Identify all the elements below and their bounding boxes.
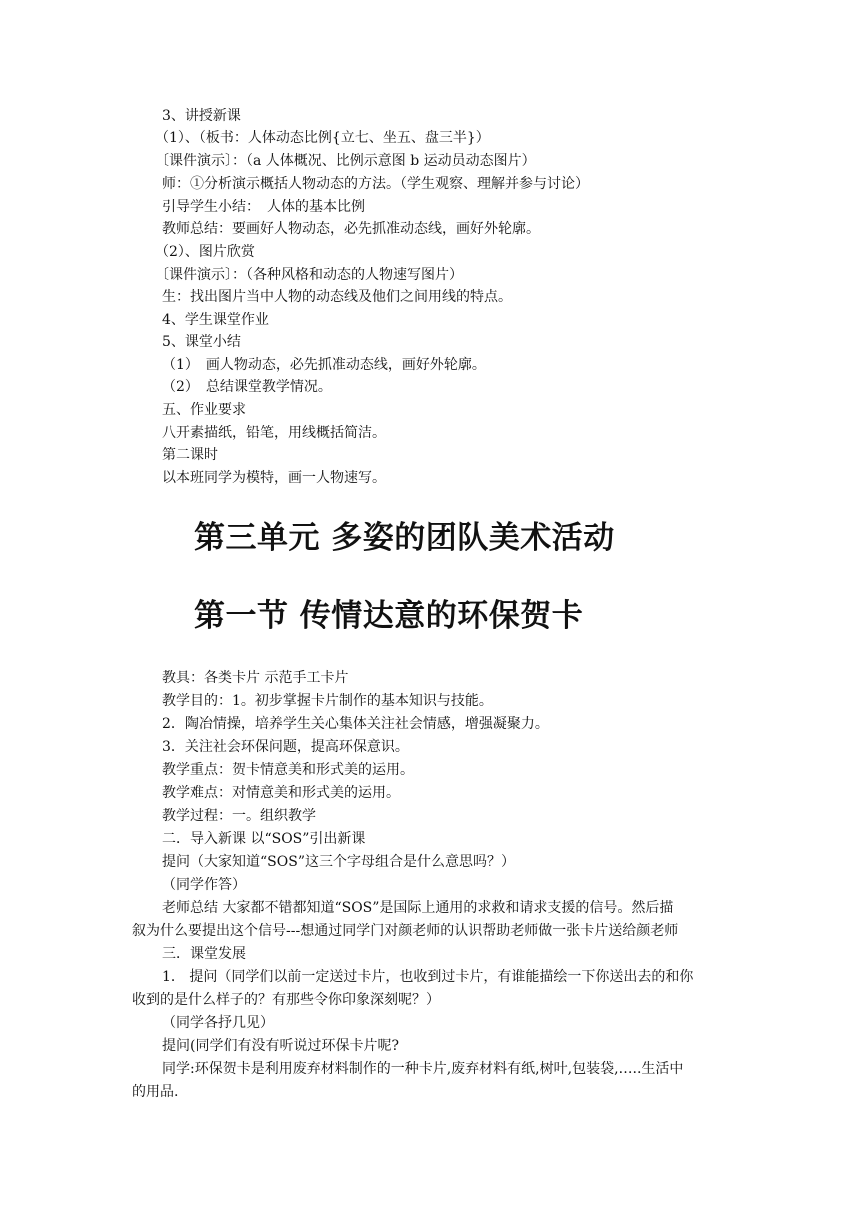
lesson-title: 第一节 传情达意的环保贺卡	[194, 598, 584, 634]
text-line: 引导学生小结： 人体的基本比例	[162, 199, 365, 215]
text-line: 3、讲授新课	[162, 108, 241, 124]
text-line: 2．陶冶情操，培养学生关心集体关注社会情感，增强凝聚力。	[162, 716, 549, 732]
text-line: 教学过程：一。组织教学	[162, 808, 316, 824]
text-line: 提问(同学们有没有听说过环保卡片呢?	[162, 1038, 399, 1054]
text-line: （同学作答）	[162, 877, 246, 893]
text-line: 叙为什么要提出这个信号---想通过同学门对颜老师的认识帮助老师做一张卡片送给颜老师	[132, 923, 679, 939]
text-line: 生：找出图片当中人物的动态线及他们之间用线的特点。	[162, 289, 512, 305]
text-line: 〔课件演示〕：（各种风格和动态的人物速写图片）	[155, 267, 463, 283]
text-line: 5、课堂小结	[162, 334, 241, 350]
text-line: 师：①分析演示概括人物动态的方法。（学生观察、理解并参与讨论）	[162, 176, 589, 192]
text-line: 教学重点：贺卡情意美和形式美的运用。	[162, 762, 414, 778]
text-line: （2） 总结课堂教学情况。	[162, 379, 332, 395]
text-line: 教师总结：要画好人物动态，必先抓准动态线，画好外轮廓。	[162, 221, 540, 237]
unit-title: 第三单元 多姿的团队美术活动	[194, 520, 615, 556]
text-line: 二．导入新课 以“SOS”引出新课	[162, 831, 366, 847]
text-line: 〔课件演示〕：（a 人体概况、比例示意图 b 运动员动态图片）	[155, 153, 536, 169]
text-line: 第二课时	[162, 447, 218, 463]
text-line: 三．课堂发展	[162, 946, 246, 962]
text-line: 3．关注社会环保问题，提高环保意识。	[162, 739, 409, 755]
text-line: 收到的是什么样子的？有那些令你印象深刻呢？）	[132, 992, 440, 1008]
text-line: 以本班同学为模特，画一人物速写。	[162, 470, 386, 486]
text-line: （1）、（板书：人体动态比例{立七、坐五、盘三半}）	[155, 130, 490, 146]
text-line: 提问（大家知道“SOS”这三个字母组合是什么意思吗？）	[162, 854, 515, 870]
text-line: （同学各抒几见）	[162, 1015, 274, 1031]
text-line: 教学难点：对情意美和形式美的运用。	[162, 785, 400, 801]
text-line: 老师总结 大家都不错都知道“SOS”是国际上通用的求救和请求支援的信号。然后描	[162, 900, 674, 916]
text-line: 教学目的：1。初步掌握卡片制作的基本知识与技能。	[162, 693, 493, 709]
text-line: 八开素描纸，铅笔，用线概括简洁。	[162, 425, 386, 441]
text-line: （1） 画人物动态，必先抓准动态线，画好外轮廓。	[162, 357, 486, 373]
text-line: 的用品.	[132, 1084, 179, 1100]
text-line: （2）、图片欣赏	[155, 244, 255, 260]
text-line: 1． 提问（同学们以前一定送过卡片，也收到过卡片，有谁能描绘一下你送出去的和你	[162, 969, 694, 985]
text-line: 同学:环保贺卡是利用废弃材料制作的一种卡片,废弃材料有纸,树叶,包装袋,…..生活中	[162, 1061, 684, 1077]
text-line: 4、学生课堂作业	[162, 312, 269, 328]
text-line: 五、作业要求	[162, 402, 246, 418]
text-line: 教具：各类卡片 示范手工卡片	[162, 670, 349, 686]
